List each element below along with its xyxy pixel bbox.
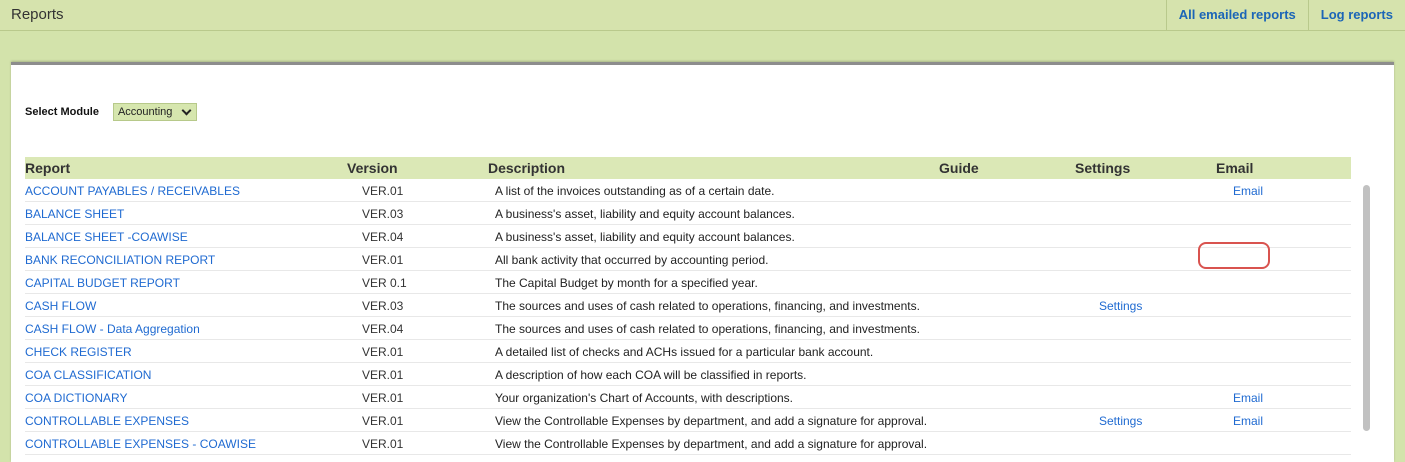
all-emailed-reports-link[interactable]: All emailed reports <box>1166 0 1308 31</box>
report-version: VER.01 <box>362 414 404 428</box>
report-link[interactable]: CHECK REGISTER <box>25 345 132 359</box>
page-title: Reports <box>11 6 64 23</box>
table-header <box>25 157 1351 179</box>
report-description: A detailed list of checks and ACHs issued for a particular bank account. <box>495 345 874 359</box>
report-link[interactable]: COA DICTIONARY <box>25 391 128 405</box>
chevron-down-icon <box>182 105 192 115</box>
email-highlight-annotation <box>1198 242 1270 269</box>
report-description: A business's asset, liability and equity account balances. <box>495 207 795 221</box>
report-version: VER.03 <box>362 207 404 221</box>
module-selector <box>25 103 197 121</box>
report-version: VER.04 <box>362 322 404 336</box>
column-header-version: Version <box>347 160 398 176</box>
report-description: View the Controllable Expenses by department, and add a signature for approval. <box>495 414 928 428</box>
report-link[interactable]: CAPITAL BUDGET REPORT <box>25 276 180 290</box>
table-row <box>25 271 1351 294</box>
report-link[interactable]: CASH FLOW <box>25 299 97 313</box>
table-row <box>25 248 1351 271</box>
report-description: A business's asset, liability and equity account balances. <box>495 230 795 244</box>
column-header-settings: Settings <box>1075 160 1131 176</box>
report-version: VER.04 <box>362 230 404 244</box>
select-module-label: Select Module <box>25 106 99 118</box>
email-link[interactable]: Email <box>1233 184 1264 198</box>
header-links <box>1166 0 1405 31</box>
table-row <box>25 202 1351 225</box>
table-row <box>25 409 1351 432</box>
log-reports-link[interactable]: Log reports <box>1308 0 1405 31</box>
column-header-description: Description <box>488 160 566 176</box>
report-link[interactable]: CONTROLLABLE EXPENSES <box>25 414 190 428</box>
report-version: VER 0.1 <box>362 276 407 290</box>
report-description: The Capital Budget by month for a specified year. <box>495 276 758 290</box>
module-dropdown-value: Accounting <box>117 106 173 118</box>
report-description: A list of the invoices outstanding as of a certain date. <box>495 184 775 198</box>
report-version: VER.01 <box>362 253 404 267</box>
report-link[interactable]: COA CLASSIFICATION <box>25 368 152 382</box>
module-dropdown[interactable] <box>113 103 197 121</box>
report-description: View the Controllable Expenses by department, and add a signature for approval. <box>495 437 928 451</box>
table-row <box>25 317 1351 340</box>
report-link[interactable]: BALANCE SHEET <box>25 207 125 221</box>
top-bar <box>0 0 1405 31</box>
report-version: VER.01 <box>362 184 404 198</box>
email-link[interactable]: Email <box>1233 391 1264 405</box>
report-description: The sources and uses of cash related to operations, financing, and investments. <box>495 322 920 336</box>
settings-link[interactable]: Settings <box>1099 299 1143 313</box>
table-row <box>25 225 1351 248</box>
report-description: Your organization's Chart of Accounts, with descriptions. <box>495 391 794 405</box>
email-link[interactable]: Email <box>1233 414 1264 428</box>
report-description: All bank activity that occurred by accounting period. <box>495 253 769 267</box>
column-header-guide: Guide <box>939 160 979 176</box>
settings-link[interactable]: Settings <box>1099 414 1143 428</box>
table-row <box>25 340 1351 363</box>
table-row <box>25 386 1351 409</box>
table-row <box>25 432 1351 455</box>
report-link[interactable]: BALANCE SHEET -COAWISE <box>25 230 188 244</box>
table-row <box>25 363 1351 386</box>
table-row <box>25 179 1351 202</box>
scrollbar-thumb[interactable] <box>1363 185 1370 431</box>
column-header-report: Report <box>25 160 71 176</box>
report-version: VER.01 <box>362 437 404 451</box>
report-description: A description of how each COA will be classified in reports. <box>495 368 807 382</box>
report-version: VER.03 <box>362 299 404 313</box>
report-link[interactable]: CASH FLOW - Data Aggregation <box>25 322 200 336</box>
report-link[interactable]: CONTROLLABLE EXPENSES - COAWISE <box>25 437 256 451</box>
report-version: VER.01 <box>362 368 404 382</box>
report-table-body <box>25 179 1351 455</box>
report-link[interactable]: ACCOUNT PAYABLES / RECEIVABLES <box>25 184 240 198</box>
reports-panel <box>11 62 1394 462</box>
vertical-scrollbar[interactable] <box>1360 183 1373 433</box>
report-link[interactable]: BANK RECONCILIATION REPORT <box>25 253 216 267</box>
table-row <box>25 294 1351 317</box>
column-header-email: Email <box>1216 160 1254 176</box>
report-description: The sources and uses of cash related to operations, financing, and investments. <box>495 299 920 313</box>
report-version: VER.01 <box>362 345 404 359</box>
report-version: VER.01 <box>362 391 404 405</box>
